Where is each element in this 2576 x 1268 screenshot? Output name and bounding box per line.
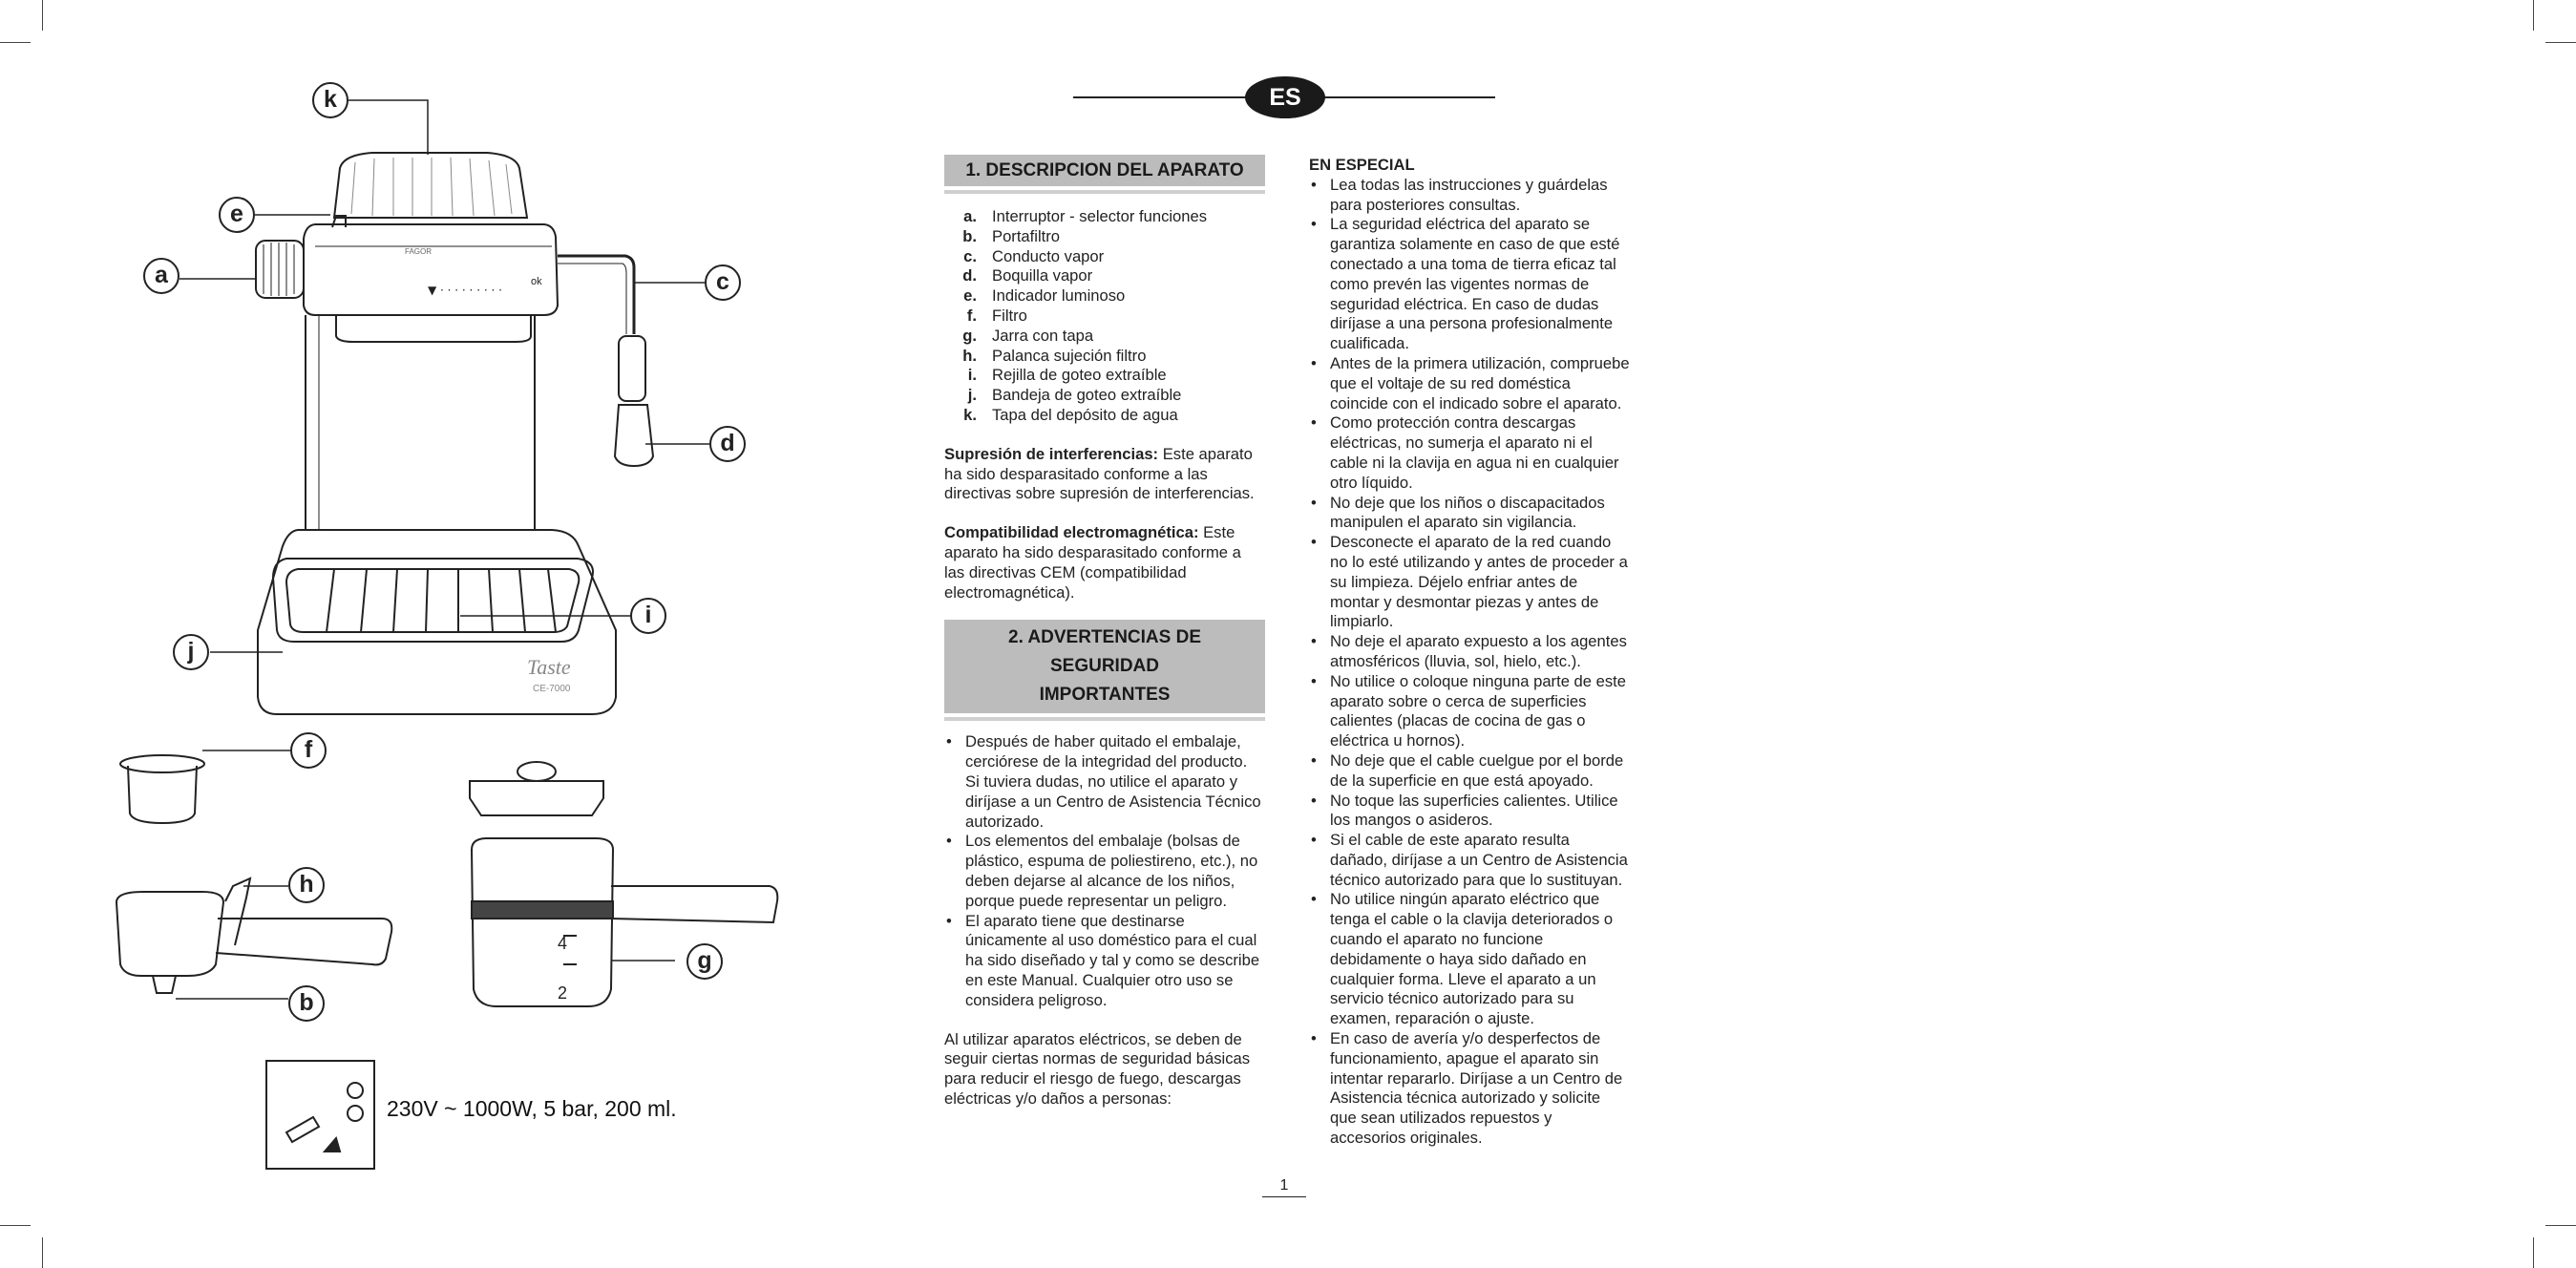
special-bullets [1309,176,1630,1149]
crop-mark [2533,1237,2534,1268]
callout-e: e [219,197,255,233]
list-item: a. Interruptor - selector funciones [963,207,1208,225]
list-item: • Como protección contra descargas eléctricas, no sumerja el aparato ni el cable ni la clavija en agua ni en cualquier otro líquido. [1309,413,1630,493]
logo-label: FAGOR [405,247,433,256]
language-badge: ES [1245,76,1325,118]
list-item: b. Portafiltro [962,226,1061,245]
list-item: k. Tapa del depósito de agua [963,405,1178,424]
list-item: • No deje que los niños o discapacitados manipulen el aparato sin vigilancia. [1309,494,1630,534]
section-1-heading: 1. DESCRIPCION DEL APARATO [944,155,1265,186]
jug-mark-4: 4 [558,934,568,953]
list-item: • En caso de avería y/o desperfectos de funcionamiento, apague el aparato sin intentar repararlo. Diríjase a un Centro de Asistencia técnica autorizado y solicite que sean utilizados repuestos y accesorios originales. [1309,1029,1630,1149]
list-item: c. Conducto vapor [963,246,1105,265]
jug-mark-2: 2 [558,983,568,1003]
interference-paragraph: Supresión de interferencias: Este aparato ha sido desparasitado conforme a las directivas sobre supresión de interferencias. [944,444,1255,503]
power-spec: 230V ~ 1000W, 5 bar, 200 ml. [387,1096,677,1121]
parts-list [944,207,1265,426]
list-item: f. Filtro [966,306,1027,325]
list-item: • El aparato tiene que destinarse únicamente al uso doméstico para el cual ha sido diseñado y tal y como se describe en este Manual. Cualquier otro uso se considera peligroso. [944,912,1265,1011]
page-number: 1 [1279,1177,1289,1194]
callout-d: d [709,426,746,462]
text-column-1 [944,155,1265,1110]
list-item: h. Palanca sujeción filtro [962,346,1147,365]
list-item: e. Indicador luminoso [963,286,1126,306]
list-item: • Los elementos del embalaje (bolsas de plástico, espuma de poliestireno, etc.), no deben dejarse al alcance de los niños, porque puede representar un peligro. [944,832,1265,911]
list-item: • Antes de la primera utilización, compruebe que el voltaje de su red doméstica coincide con el indicado sobre el aparato. [1309,354,1630,413]
brand-label: Taste [527,655,571,679]
special-title: EN ESPECIAL [1309,156,1415,174]
list-item: • No toque las superficies calientes. Utilice los mangos o asideros. [1309,792,1630,832]
section-2-heading: 2. ADVERTENCIAS DE SEGURIDAD IMPORTANTES [944,620,1265,713]
callout-g: g [686,943,723,980]
text-column-2 [1309,156,1630,1149]
emc-paragraph: Compatibilidad electromagnética: Este aparato ha sido desparasitado conforme a las directivas CEM (compatibilidad electromagnética). [944,523,1241,602]
list-item: • No utilice ningún aparato eléctrico que tenga el cable o la clavija deteriorados o cuando el aparato no funcione debidamente o haya sido dañado en cualquier forma. Lleve el aparato a un servicio técnico autorizado para su examen, reparación o ajuste. [1309,890,1630,1029]
callout-h: h [288,867,325,903]
list-item: • No deje el aparato expuesto a los agentes atmosféricos (lluvia, sol, hielo, etc.). [1309,632,1630,672]
section-1-rule [944,190,1265,194]
list-item: • Lea todas las instrucciones y guárdelas para posteriores consultas. [1309,176,1630,216]
list-item: • No deje que el cable cuelgue por el borde de la superficie en que está apoyado. [1309,751,1630,792]
list-item: d. Boquilla vapor [962,266,1093,285]
crop-mark [2545,1225,2576,1226]
list-item: • La seguridad eléctrica del aparato se garantiza solamente en caso de que esté conectado a una toma de tierra eficaz tal como prevén las vigentes normas de seguridad eléctrica. En caso de dudas diríjase a una persona profesionalmente cualificada. [1309,215,1630,354]
list-item: g. Jarra con tapa [962,326,1094,345]
list-item: i. Rejilla de goteo extraíble [967,366,1167,385]
callout-c: c [705,264,741,301]
callout-a: a [143,258,179,294]
callout-b: b [288,985,325,1022]
crop-mark [2533,0,2534,31]
callout-j: j [173,634,209,670]
model-label: CE-7000 [533,684,571,694]
list-item: • Después de haber quitado el embalaje, cerciórese de la integridad del producto. Si tuviera dudas, no utilice el aparato y diríjase a un Centro de Asistencia Técnico autorizado. [944,732,1265,832]
page-number-rule [1262,1196,1306,1197]
callout-i: i [630,598,666,634]
ok-label: ok [531,276,542,287]
callout-k: k [312,82,348,118]
list-item: • No utilice o coloque ninguna parte de este aparato sobre o cerca de superficies calientes (placas de cocina de gas o eléctrica u hornos). [1309,672,1630,751]
callout-f: f [290,732,327,769]
list-item: • Si el cable de este aparato resulta dañado, diríjase a un Centro de Asistencia técnico autorizado para que lo sustituyan. [1309,831,1630,890]
plug-icon [265,1060,375,1170]
closing-paragraph: Al utilizar aparatos eléctricos, se deben de seguir ciertas normas de seguridad básicas para reducir el riesgo de fuego, descargas eléctricas y/o daños a personas: [944,1029,1251,1108]
section-2-rule [944,717,1265,721]
espresso-machine-illustration [0,0,897,1268]
safety-bullets [944,732,1265,1010]
list-item: j. Bandeja de goteo extraíble [967,386,1182,405]
crop-mark [2545,42,2576,43]
svg-text:▼ · · · · · · · · ·: ▼ · · · · · · · · · [428,284,502,297]
list-item: • Desconecte el aparato de la red cuando no lo esté utilizando y antes de proceder a su limpieza. Déjelo enfriar antes de montar y desmontar piezas y antes de limpiarlo. [1309,533,1630,632]
